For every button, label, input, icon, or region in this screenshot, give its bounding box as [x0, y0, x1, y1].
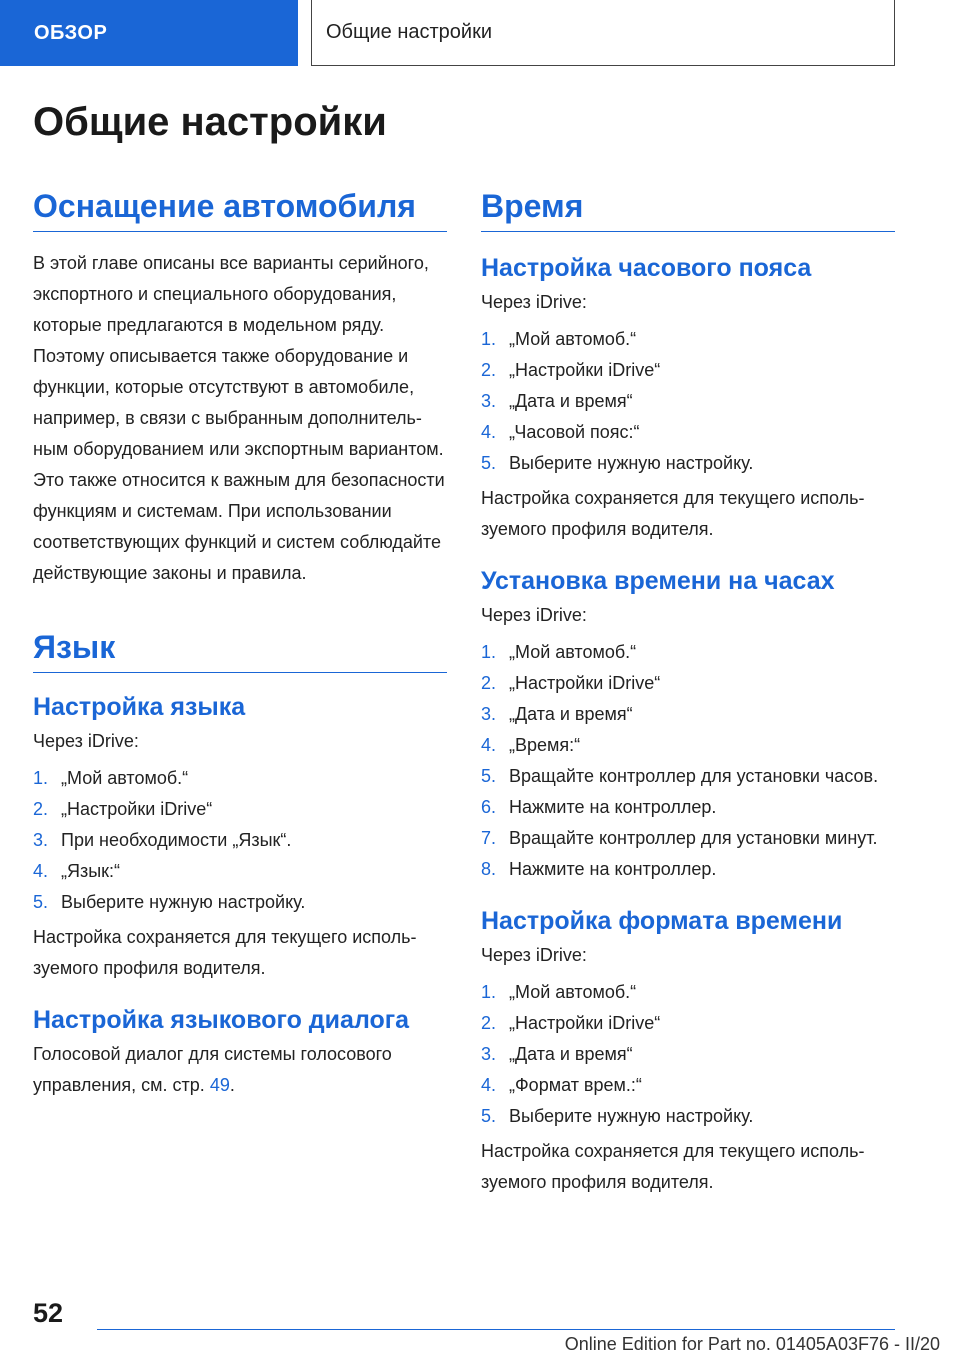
list-item	[481, 823, 895, 854]
timezone-note: Настройка сохраняется для текущего используемого профиля водителя.	[481, 488, 865, 539]
list-item	[481, 324, 895, 355]
language-setting-via: Через iDrive:	[33, 731, 139, 751]
step-number: 4.	[481, 422, 497, 442]
step-text: Нажмите на контроллер.	[509, 859, 717, 879]
step-text: „Время:“	[509, 735, 581, 755]
list-item	[481, 1101, 895, 1132]
step-number: 2.	[481, 1013, 497, 1033]
timezone-steps-list	[481, 324, 895, 479]
step-number: 7.	[481, 828, 497, 848]
list-item	[33, 763, 447, 794]
step-number: 6.	[481, 797, 497, 817]
footer-divider	[97, 1329, 895, 1330]
language-heading: Язык	[33, 629, 447, 673]
list-item	[481, 1070, 895, 1101]
step-number: 1.	[481, 329, 497, 349]
dialog-text-end: .	[229, 1075, 235, 1095]
step-text: „Настройки iDrive“	[61, 799, 213, 819]
list-item	[481, 977, 895, 1008]
step-number: 3.	[33, 830, 49, 850]
format-note: Настройка сохраняется для текущего используемого профиля водителя.	[481, 1141, 865, 1192]
list-item	[481, 1008, 895, 1039]
step-text: „Мой автомоб.“	[509, 982, 637, 1002]
footer-edition: Online Edition for Part no. 01405A03F76 - II/20	[564, 1334, 940, 1354]
clock-via: Через iDrive:	[481, 605, 587, 625]
step-text: „Настройки iDrive“	[509, 1013, 661, 1033]
step-text: „Часовой пояс:“	[509, 422, 640, 442]
language-steps-list	[33, 763, 447, 918]
step-number: 5.	[33, 892, 49, 912]
step-number: 1.	[33, 768, 49, 788]
step-number: 5.	[481, 453, 497, 473]
page-number: 52	[33, 1298, 64, 1328]
step-number: 8.	[481, 859, 497, 879]
step-text: „Язык:“	[61, 861, 121, 881]
header-title: Общие настройки	[311, 0, 895, 66]
step-text: „Дата и время“	[509, 391, 633, 411]
step-number: 2.	[481, 360, 497, 380]
dialog-text: Голосовой диалог для системы голосового управления, см. стр.	[33, 1044, 392, 1095]
list-item	[481, 668, 895, 699]
list-item	[481, 637, 895, 668]
clock-heading: Установка времени на часах	[481, 567, 835, 595]
step-text: „Формат врем.:“	[509, 1075, 642, 1095]
step-text: Выберите нужную настройку.	[509, 1106, 754, 1126]
timezone-via: Через iDrive:	[481, 292, 587, 312]
language-setting-note: Настройка сохраняется для текущего используемого профиля водителя.	[33, 927, 417, 978]
step-text: Выберите нужную настройку.	[509, 453, 754, 473]
step-text: „Мой автомоб.“	[61, 768, 189, 788]
step-text: „Мой автомоб.“	[509, 642, 637, 662]
step-text: „Настройки iDrive“	[509, 360, 661, 380]
timezone-heading: Настройка часового пояса	[481, 254, 812, 282]
list-item	[33, 825, 447, 856]
list-item	[481, 761, 895, 792]
step-text: „Мой автомоб.“	[509, 329, 637, 349]
step-number: 4.	[481, 735, 497, 755]
list-item	[481, 386, 895, 417]
page-title: Общие настройки	[33, 100, 387, 144]
step-number: 3.	[481, 391, 497, 411]
step-text: „Дата и время“	[509, 1044, 633, 1064]
page-header	[0, 0, 960, 66]
step-number: 5.	[481, 1106, 497, 1126]
list-item	[481, 417, 895, 448]
step-text: Нажмите на контроллер.	[509, 797, 717, 817]
clock-steps-list	[481, 637, 895, 885]
list-item	[481, 699, 895, 730]
step-number: 2.	[481, 673, 497, 693]
step-number: 5.	[481, 766, 497, 786]
list-item	[33, 856, 447, 887]
left-column	[33, 188, 447, 1101]
step-number: 1.	[481, 982, 497, 1002]
step-number: 3.	[481, 1044, 497, 1064]
format-heading: Настройка формата времени	[481, 907, 843, 935]
step-text: „Настройки iDrive“	[509, 673, 661, 693]
list-item	[33, 887, 447, 918]
step-text: Вращайте контроллер для установки часов.	[509, 766, 879, 786]
list-item	[481, 448, 895, 479]
step-text: Вращайте контроллер для установки минут.	[509, 828, 878, 848]
list-item	[481, 355, 895, 386]
step-text: „Дата и время“	[509, 704, 633, 724]
list-item	[481, 792, 895, 823]
format-via: Через iDrive:	[481, 945, 587, 965]
step-text: При необходимости „Язык“.	[61, 830, 292, 850]
step-text: Выберите нужную настройку.	[61, 892, 306, 912]
language-dialog-heading: Настройка языкового диалога	[33, 1006, 410, 1034]
equipment-text: В этой главе описаны все варианты серийного, экспортного и специального оборудования, которые предлагаются в модельном ряду. Поэтому описывается также оборудование и функции, которые отсутствуют в автомобиле, например, в связи с выбранным дополнительным оборудованием или экспортным вариантом. Это также относится к важным для безопасности функциям и системам. При использовании соответствующих функций и систем соблюдайте действующие законы и правила.	[33, 253, 445, 583]
equipment-heading: Оснащение автомобиля	[33, 188, 447, 232]
right-column	[481, 188, 895, 1198]
language-dialog-text	[33, 1039, 447, 1101]
list-item	[481, 730, 895, 761]
time-heading: Время	[481, 188, 895, 232]
step-number: 4.	[481, 1075, 497, 1095]
format-steps-list	[481, 977, 895, 1132]
step-number: 1.	[481, 642, 497, 662]
step-number: 4.	[33, 861, 49, 881]
list-item	[481, 1039, 895, 1070]
list-item	[481, 854, 895, 885]
language-setting-heading: Настройка языка	[33, 693, 246, 721]
section-tab[interactable]: ОБЗОР	[0, 0, 298, 66]
step-number: 2.	[33, 799, 49, 819]
list-item	[33, 794, 447, 825]
step-number: 3.	[481, 704, 497, 724]
page-reference-link[interactable]: 49	[209, 1075, 230, 1095]
